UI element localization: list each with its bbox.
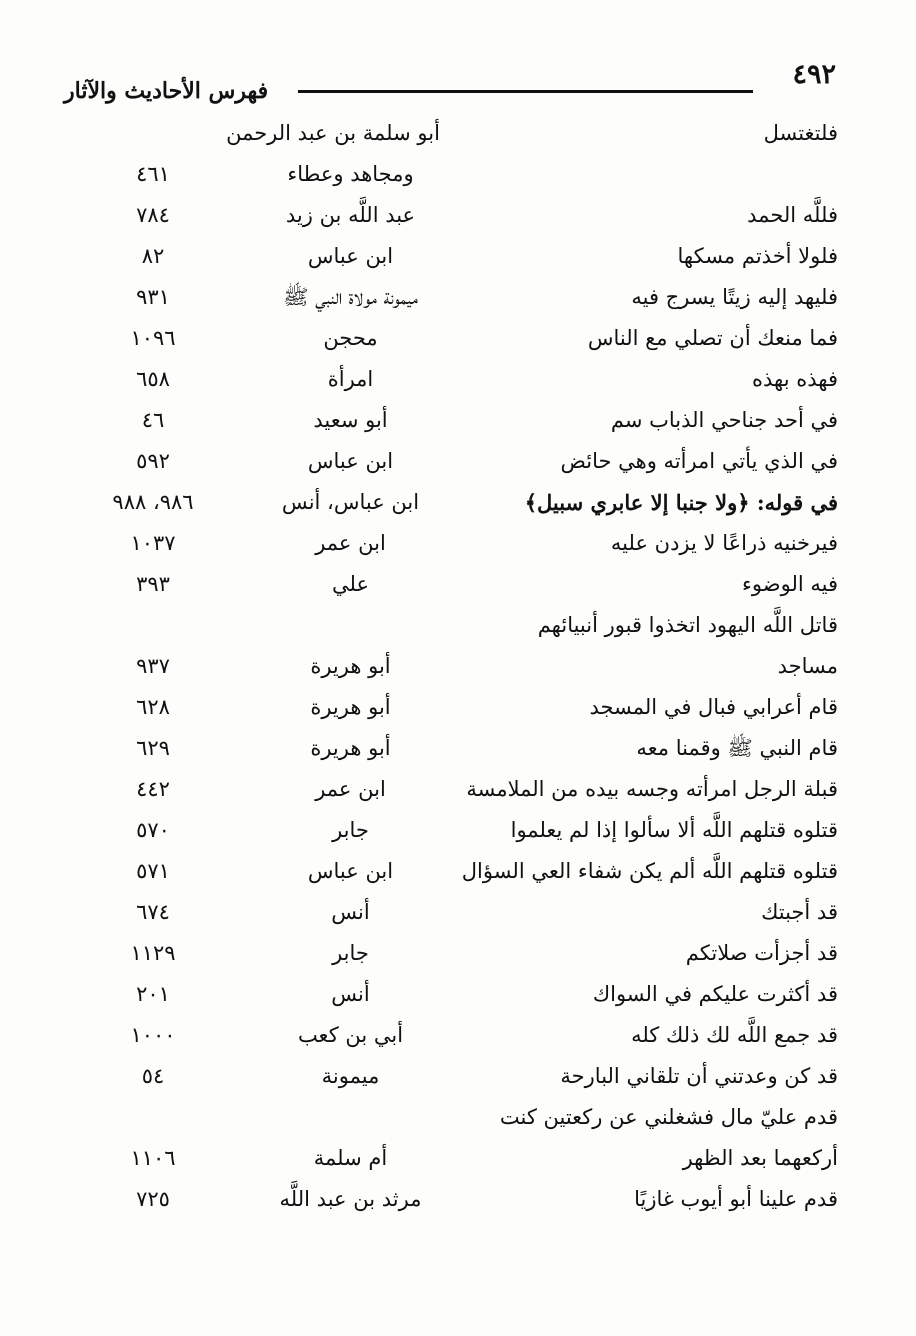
index-row (68, 1097, 838, 1138)
index-row (68, 523, 838, 564)
hadith-text: قتلوه قتلهم اللَّه ألم يكن شفاء العي السؤال (461, 859, 838, 883)
page-reference: ٥٤ (141, 1064, 165, 1088)
page-number: ٤٩٢ (792, 59, 836, 90)
hadith-text: قتلوه قتلهم اللَّه ألا سألوا إذا لم يعلموا (510, 818, 838, 842)
index-row (68, 728, 838, 769)
page-reference: ٦٢٩ (136, 736, 170, 760)
page-reference: ١٠٠٠ (130, 1023, 176, 1047)
page-reference: ١٠٣٧ (130, 531, 176, 555)
index-row (68, 605, 838, 646)
hadith-text: مساجد (777, 654, 838, 678)
page-reference: ٥٩٢ (136, 449, 170, 473)
page-reference: ٥٧٠ (136, 818, 170, 842)
narrator: ميمونة مولاة النبي ﷺ (283, 285, 418, 309)
hadith-text: فما منعك أن تصلي مع الناس (587, 326, 838, 350)
hadith-text: قدم علينا أبو أيوب غازيًا (634, 1187, 838, 1211)
narrator: ابن عباس (307, 449, 394, 473)
narrator: ومجاهد وعطاء (287, 162, 414, 186)
narrator: أبو سلمة بن عبد الرحمن (226, 121, 440, 145)
page-reference: ٨٢ (141, 244, 165, 268)
narrator: أبو هريرة (310, 736, 391, 760)
hadith-text: في أحد جناحي الذباب سم (610, 408, 838, 432)
page-reference: ٧٢٥ (136, 1187, 170, 1211)
index-row (68, 1015, 838, 1056)
page-reference: ٦٢٨ (136, 695, 170, 719)
index-row (68, 154, 838, 195)
narrator: أبو هريرة (310, 654, 391, 678)
page-reference: ٩٣٧ (136, 654, 170, 678)
page-reference: ١١٠٦ (130, 1146, 176, 1170)
hadith-text: قد جمع اللَّه لك ذلك كله (631, 1023, 838, 1047)
index-row (68, 236, 838, 277)
hadith-text: قد أجبتك (761, 900, 838, 924)
hadith-text: قام النبي ﷺ وقمنا معه (636, 736, 838, 760)
index-row (68, 318, 838, 359)
hadith-text: فيرخنيه ذراعًا لا يزدن عليه (610, 531, 838, 555)
hadith-text: قد أجزأت صلاتكم (685, 941, 838, 965)
index-row (68, 1056, 838, 1097)
hadith-text: قد كن وعدتني أن تلقاني البارحة (560, 1064, 838, 1088)
hadith-text: أركعهما بعد الظهر (682, 1146, 838, 1170)
narrator: مرثد بن عبد اللَّه (279, 1187, 422, 1211)
page-reference: ٤٤٢ (136, 777, 170, 801)
page-reference: ٧٨٤ (136, 203, 170, 227)
index-row (68, 1179, 838, 1220)
index-row (68, 646, 838, 687)
page-reference: ٦٥٨ (136, 367, 170, 391)
index-row (68, 687, 838, 728)
hadith-text: فهذه بهذه (752, 367, 838, 391)
hadith-text: فلولا أخذتم مسكها (677, 244, 838, 268)
page-reference: ٩٨٦، ٩٨٨ (112, 490, 194, 514)
narrator: محجن (323, 326, 378, 350)
index-row (68, 277, 838, 318)
index-row (68, 113, 838, 154)
index-row (68, 892, 838, 933)
hadith-text: قبلة الرجل امرأته وجسه بيده من الملامسة (466, 777, 838, 801)
narrator: ابن عباس (307, 244, 394, 268)
index-row (68, 1138, 838, 1179)
index-row (68, 400, 838, 441)
index-row (68, 974, 838, 1015)
narrator: أنس (331, 900, 370, 924)
narrator: ابن عمر (315, 531, 386, 555)
hadith-text: قدم عليّ مال فشغلني عن ركعتين كنت (499, 1105, 838, 1129)
page-reference: ٦٧٤ (136, 900, 170, 924)
hadith-index-list (68, 113, 838, 1220)
narrator: أنس (331, 982, 370, 1006)
narrator: ميمونة (321, 1064, 380, 1088)
page-reference: ٤٦١ (136, 162, 170, 186)
page-reference: ٥٧١ (136, 859, 170, 883)
page-reference: ١٠٩٦ (130, 326, 176, 350)
running-title: فهرس الأحاديث والآثار (64, 78, 269, 104)
index-row (68, 933, 838, 974)
narrator: أبي بن كعب (297, 1023, 404, 1047)
hadith-text: في قوله: ﴿ولا جنبا إلا عابري سبيل﴾ (524, 490, 838, 515)
hadith-text: فيه الوضوء (742, 572, 838, 596)
hadith-text: فليهد إليه زيتًا يسرج فيه (631, 285, 838, 309)
narrator: أبو سعيد (313, 408, 388, 432)
narrator: علي (332, 572, 369, 596)
narrator: أبو هريرة (310, 695, 391, 719)
index-row (68, 195, 838, 236)
narrator: جابر (332, 941, 369, 965)
index-row (68, 564, 838, 605)
hadith-text: قاتل اللَّه اليهود اتخذوا قبور أنبيائهم (537, 613, 838, 637)
header-divider (298, 90, 753, 93)
index-row (68, 769, 838, 810)
hadith-text: قد أكثرت عليكم في السواك (592, 982, 838, 1006)
narrator: عبد اللَّه بن زيد (285, 203, 416, 227)
narrator: ابن عمر (315, 777, 386, 801)
narrator: امرأة (327, 367, 374, 391)
narrator: أم سلمة (313, 1146, 388, 1170)
narrator: ابن عباس، أنس (281, 490, 420, 514)
hadith-text: فللَّه الحمد (747, 203, 838, 227)
narrator: جابر (332, 818, 369, 842)
hadith-text: في الذي يأتي امرأته وهي حائض (560, 449, 838, 473)
page-reference: ٤٦ (141, 408, 165, 432)
page-reference: ١١٢٩ (130, 941, 176, 965)
page-reference: ٩٣١ (136, 285, 170, 309)
hadith-text: فلتغتسل (763, 121, 838, 145)
page-reference: ٣٩٣ (136, 572, 170, 596)
index-row (68, 359, 838, 400)
index-row (68, 851, 838, 892)
hadith-text: قام أعرابي فبال في المسجد (589, 695, 838, 719)
index-row (68, 441, 838, 482)
index-row (68, 810, 838, 851)
narrator: ابن عباس (307, 859, 394, 883)
page-reference: ٢٠١ (136, 982, 170, 1006)
index-row (68, 482, 838, 523)
